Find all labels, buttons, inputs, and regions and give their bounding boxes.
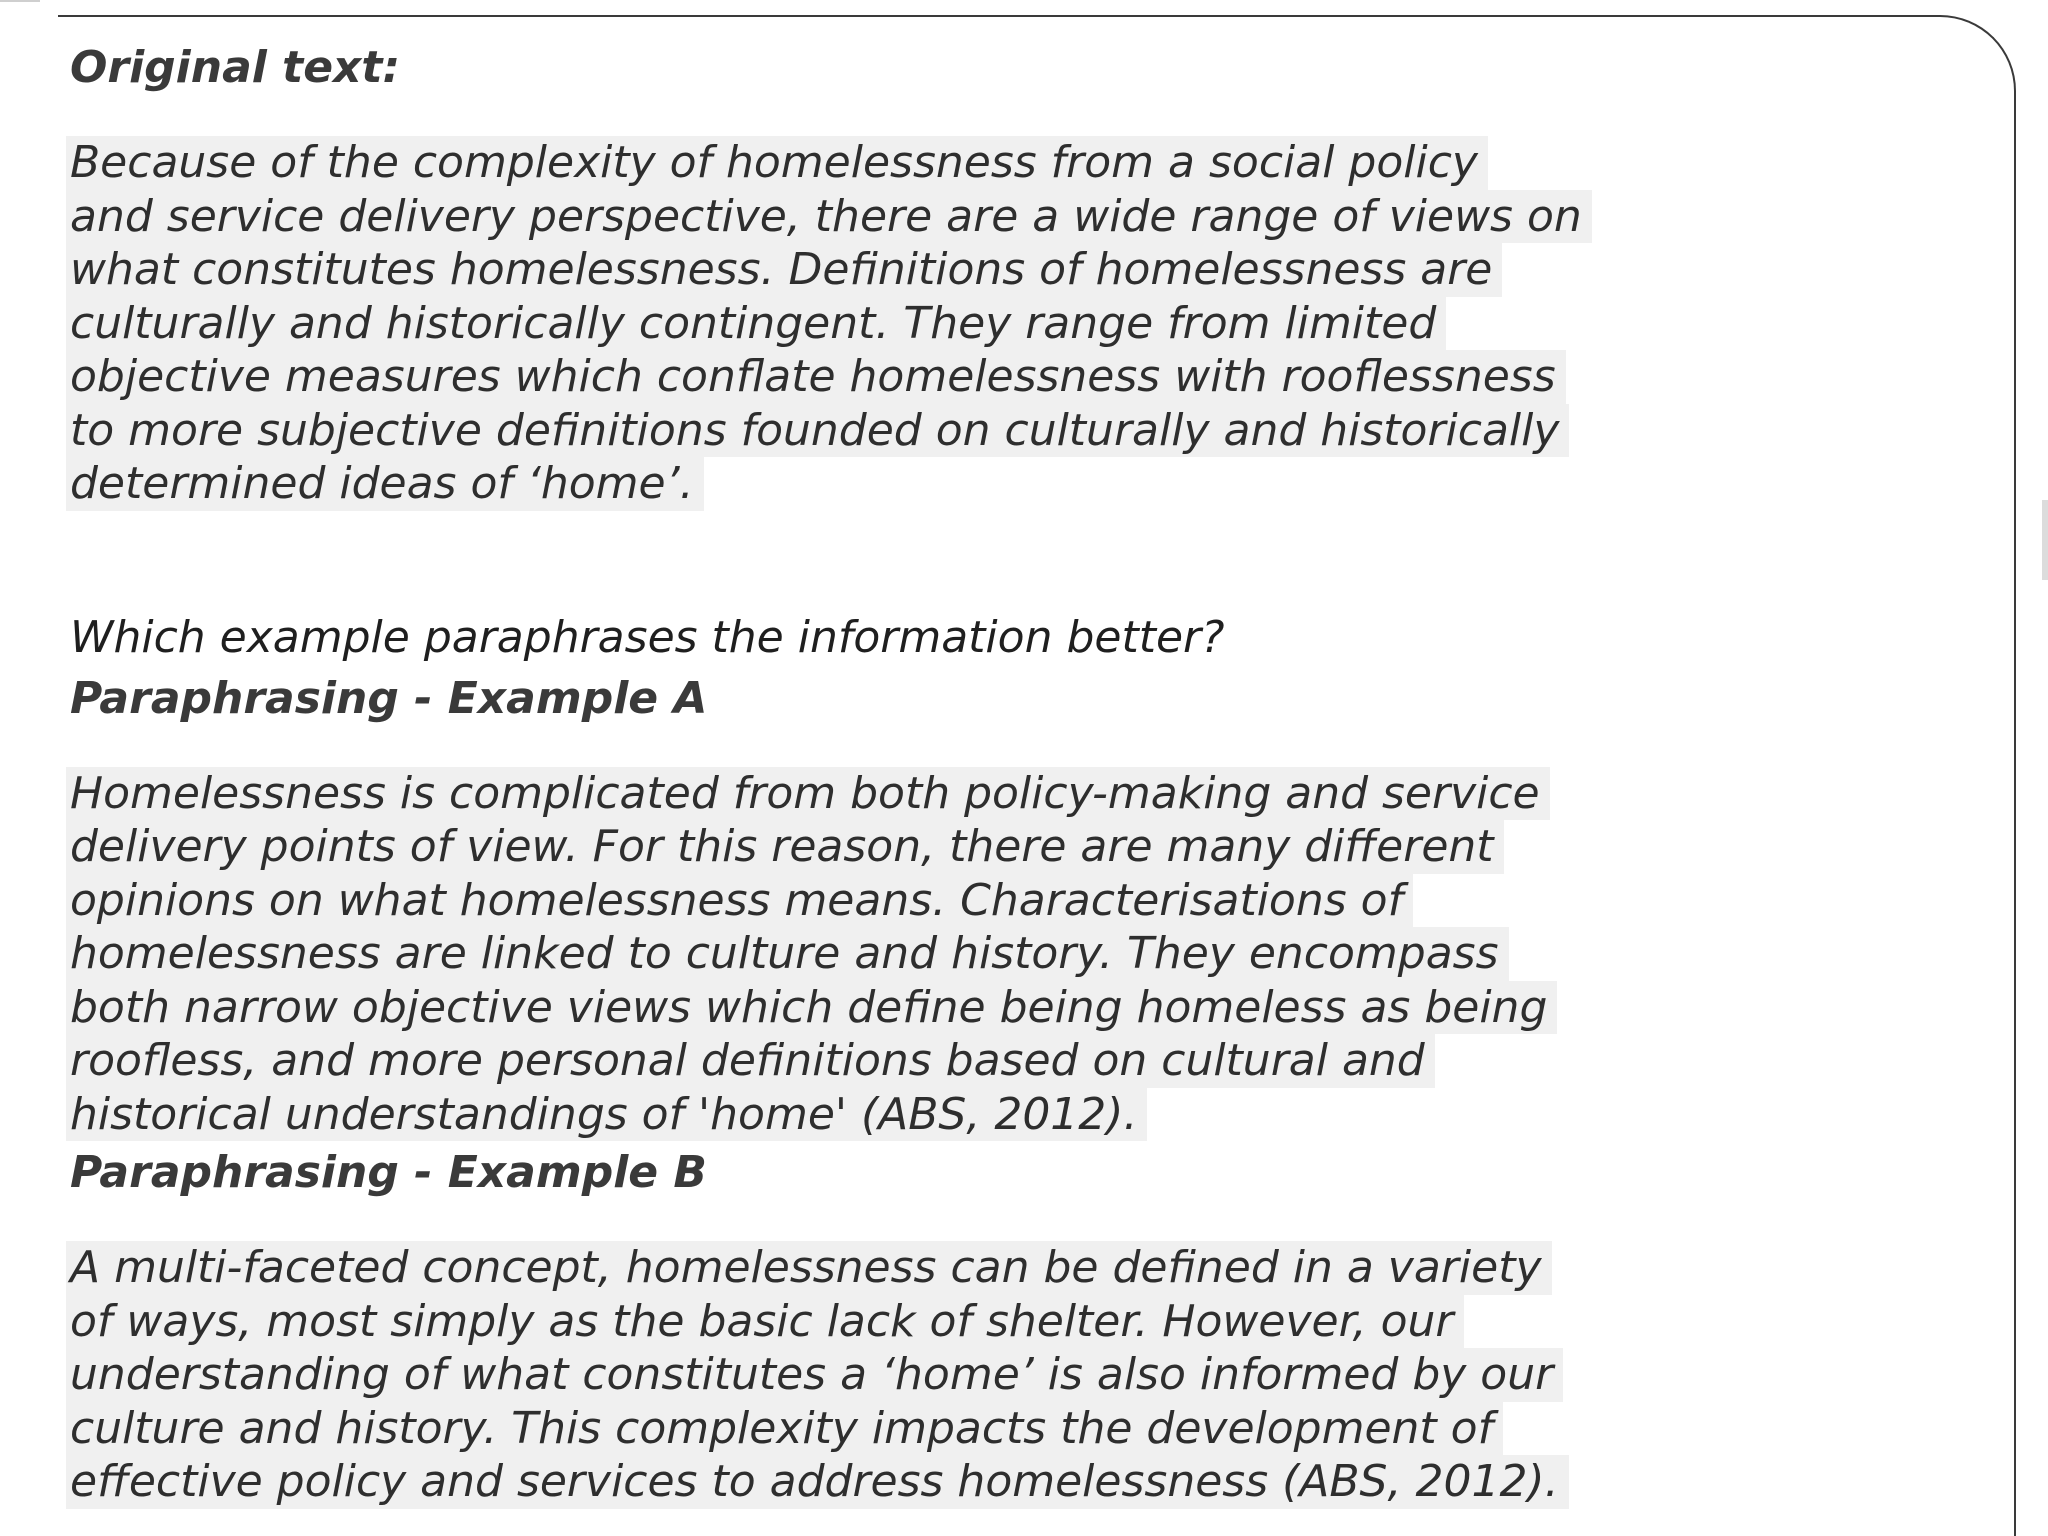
passage-line: historical understandings of 'home' (ABS, 2012).: [66, 1088, 1147, 1142]
slide-frame-top-stub: [0, 0, 40, 18]
passage-line: understanding of what constitutes a ‘home’ is also informed by our: [66, 1348, 1563, 1402]
passage-line: determined ideas of ‘home’.: [66, 457, 704, 511]
passage-line: A multi-faceted concept, homelessness can be defined in a variety: [66, 1241, 1552, 1295]
example-a-passage: [66, 767, 1966, 1142]
slide-content: [66, 36, 1966, 1509]
comparison-question: Which example paraphrases the information better?: [70, 611, 1225, 663]
passage-line: Homelessness is complicated from both policy-making and service: [66, 767, 1550, 821]
passage-line: effective policy and services to address homelessness (ABS, 2012).: [66, 1455, 1569, 1509]
example-b-passage: [66, 1241, 1966, 1509]
passage-line: to more subjective definitions founded on culturally and historically: [66, 404, 1569, 458]
example-b-heading: Paraphrasing - Example B: [70, 1147, 707, 1198]
passage-line: Because of the complexity of homelessness from a social policy: [66, 136, 1488, 190]
passage-line: homelessness are linked to culture and history. They encompass: [66, 927, 1509, 981]
passage-line: of ways, most simply as the basic lack of shelter. However, our: [66, 1295, 1464, 1349]
passage-line: both narrow objective views which define being homeless as being: [66, 981, 1557, 1035]
passage-line: delivery points of view. For this reason, there are many different: [66, 820, 1504, 874]
passage-line: culture and history. This complexity impacts the development of: [66, 1402, 1503, 1456]
example-a-heading: Paraphrasing - Example A: [70, 672, 708, 724]
passage-line: objective measures which conflate homelessness with rooflessness: [66, 350, 1566, 404]
passage-line: opinions on what homelessness means. Characterisations of: [66, 874, 1413, 928]
original-text-heading: Original text:: [70, 42, 401, 93]
passage-line: culturally and historically contingent. They range from limited: [66, 297, 1446, 351]
passage-line: what constitutes homelessness. Definitions of homelessness are: [66, 243, 1502, 297]
original-text-passage: [66, 136, 1966, 511]
scrollbar-thumb[interactable]: [2042, 500, 2048, 580]
passage-line: roofless, and more personal definitions based on cultural and: [66, 1034, 1435, 1088]
passage-line: and service delivery perspective, there are a wide range of views on: [66, 190, 1592, 244]
